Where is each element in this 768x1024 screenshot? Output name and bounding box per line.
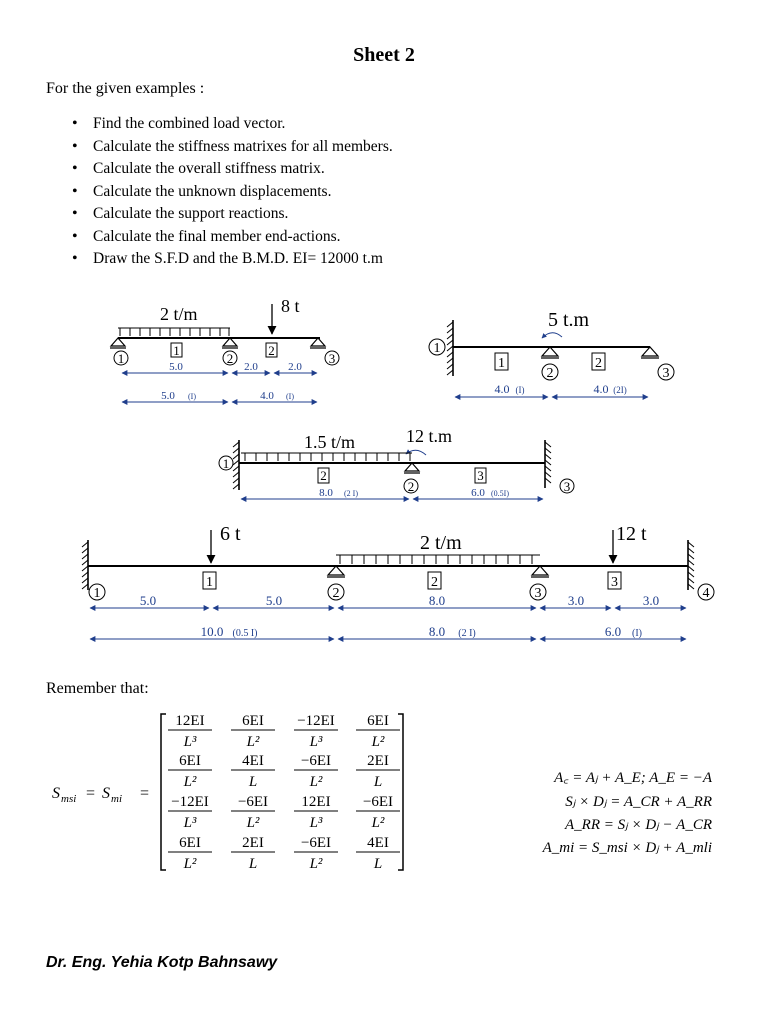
matrix-numerator: 12EI (301, 794, 331, 810)
dimension: 8.0 (428, 593, 446, 608)
equals-sign: = (140, 785, 150, 802)
stiffness-label: (I) (632, 628, 642, 639)
matrix-denominator: L (373, 856, 383, 872)
member-label: 1 (498, 356, 505, 371)
joint-label: 3 (534, 586, 542, 601)
udl-label: 2 t/m (420, 532, 462, 554)
matrix-cells (168, 713, 400, 872)
matrix-denominator: L² (246, 734, 260, 750)
dimension: 8.0 (319, 487, 333, 499)
task-item: • Calculate the overall stiffness matrix. (72, 158, 393, 181)
left-bracket (161, 714, 166, 870)
fixed-support-1 (447, 320, 453, 376)
member-label: 1 (173, 343, 180, 358)
stiffness-label: (I) (286, 392, 294, 401)
fixed-support-4 (688, 540, 694, 590)
fixed-support-1 (82, 540, 88, 590)
formula: A_mi = S_msi × Dⱼ + A_mli (542, 840, 712, 856)
matrix-symbol: S (102, 785, 110, 802)
joint-label: 2 (332, 586, 340, 601)
matrix-denominator: L³ (309, 734, 323, 750)
dimension: 8.0 (428, 624, 446, 639)
beam-4 (82, 523, 714, 639)
matrix-denominator: L² (246, 815, 260, 831)
beam-diagrams (0, 290, 768, 660)
point-load-label: 8 t (281, 296, 300, 316)
right-bracket (398, 714, 403, 870)
member-label: 2 (431, 575, 438, 590)
matrix-denominator: L³ (183, 815, 197, 831)
udl-arrows (245, 453, 410, 461)
fixed-support-3 (545, 440, 551, 488)
matrix-numerator: 6EI (242, 713, 264, 729)
matrix-denominator: L³ (183, 734, 197, 750)
stiffness-label: (I) (188, 392, 196, 401)
dimension: 4.0 (260, 390, 274, 402)
joint-label: 2 (407, 479, 415, 494)
author-name: Dr. Eng. Yehia Kotp Bahnsawy (46, 954, 278, 971)
task-item: • Find the combined load vector. (72, 113, 393, 136)
support-2 (327, 566, 345, 577)
dimension: 3.0 (567, 593, 585, 608)
dimension: 5.0 (169, 361, 183, 373)
udl-arrows (120, 328, 229, 336)
dimension: 4.0 (494, 382, 510, 396)
joint-label: 2 (546, 366, 554, 381)
dimension: 2.0 (288, 361, 302, 373)
sheet-title: Sheet 2 (353, 44, 415, 66)
member-label: 1 (206, 575, 213, 590)
formula: A꜀ = Aⱼ + A_E; A_E = −A (554, 770, 712, 786)
support-1 (110, 338, 126, 348)
stiffness-matrix-equation (0, 700, 768, 880)
matrix-symbol: S (52, 785, 60, 802)
support-3 (531, 566, 549, 577)
matrix-denominator: L³ (309, 815, 323, 831)
matrix-denominator: L (248, 856, 258, 872)
matrix-numerator: 4EI (242, 753, 264, 769)
matrix-denominator: L (373, 774, 383, 790)
matrix-denominator: L² (309, 856, 323, 872)
beam-1 (110, 296, 339, 402)
dimension: 6.0 (471, 487, 485, 499)
support-3 (310, 338, 326, 348)
support-2 (541, 347, 559, 358)
beam-3 (219, 426, 574, 499)
matrix-denominator: L² (183, 856, 197, 872)
matrix-denominator: L (248, 774, 258, 790)
moment-label: 12 t.m (406, 426, 453, 446)
dimension: 3.0 (642, 593, 660, 608)
member-label: 3 (611, 575, 618, 590)
support-2 (222, 338, 238, 348)
joint-label: 1 (433, 341, 441, 356)
member-label: 2 (268, 343, 275, 358)
task-list (72, 113, 393, 271)
matrix-numerator: 2EI (242, 835, 264, 851)
stiffness-label: (0.5I) (491, 489, 509, 498)
matrix-numerator: 12EI (175, 713, 205, 729)
stiffness-label: (I) (515, 385, 525, 395)
matrix-numerator: 6EI (367, 713, 389, 729)
joint-label: 3 (563, 479, 571, 494)
dimension: 4.0 (593, 382, 609, 396)
matrix-numerator: −6EI (300, 753, 332, 769)
matrix-numerator: 6EI (179, 753, 201, 769)
udl-label: 1.5 t/m (304, 432, 356, 452)
udl-arrows (340, 555, 532, 564)
support-3 (641, 347, 659, 358)
task-item: • Calculate the support reactions. (72, 203, 393, 226)
point-load-label: 6 t (220, 523, 241, 545)
matrix-numerator: −6EI (300, 835, 332, 851)
dimension: 6.0 (604, 624, 622, 639)
dimension: 2.0 (244, 361, 258, 373)
support-2 (404, 463, 420, 473)
task-item: • Calculate the unknown displacements. (72, 181, 393, 204)
moment-label: 5 t.m (548, 309, 590, 331)
joint-label: 1 (117, 351, 125, 366)
matrix-denominator: L² (183, 774, 197, 790)
member-label: 2 (320, 468, 327, 483)
matrix-numerator: −12EI (171, 794, 209, 810)
intro-text: For the given examples : (46, 80, 205, 97)
equals-sign: = (86, 785, 96, 802)
joint-label: 2 (226, 351, 234, 366)
matrix-numerator: −12EI (297, 713, 335, 729)
joint-label: 3 (662, 366, 670, 381)
matrix-denominator: L² (371, 815, 385, 831)
joint-label: 3 (328, 351, 336, 366)
joint-label: 1 (222, 456, 230, 471)
member-label: 3 (477, 468, 484, 483)
stiffness-label: (2 I) (344, 489, 358, 498)
dimension: 5.0 (161, 390, 175, 402)
matrix-numerator: −6EI (237, 794, 269, 810)
beam-2 (429, 309, 674, 397)
formula: Sⱼ × Dⱼ = A_CR + A_RR (565, 794, 712, 810)
dimension: 5.0 (265, 593, 283, 608)
point-load-label: 12 t (616, 523, 647, 545)
remember-heading: Remember that: (46, 680, 149, 697)
task-item: • Draw the S.F.D and the B.M.D. EI= 12000 t.m (72, 248, 393, 271)
matrix-denominator: L² (371, 734, 385, 750)
task-item: • Calculate the stiffness matrixes for all members. (72, 136, 393, 159)
dimension: 5.0 (139, 593, 157, 608)
stiffness-label: (0.5 I) (232, 628, 258, 639)
udl-label: 2 t/m (160, 304, 198, 324)
matrix-subscript: mi (111, 793, 122, 805)
stiffness-label: (2 I) (458, 628, 476, 639)
joint-label: 4 (702, 586, 710, 601)
matrix-subscript: msi (61, 793, 77, 805)
matrix-numerator: 6EI (179, 835, 201, 851)
member-label: 2 (595, 356, 602, 371)
matrix-numerator: 4EI (367, 835, 389, 851)
matrix-denominator: L² (309, 774, 323, 790)
moment-arrow-icon (542, 333, 562, 338)
dimension: 10.0 (200, 624, 224, 639)
fixed-support-1 (233, 440, 239, 490)
task-item: • Calculate the final member end-actions. (72, 226, 393, 249)
matrix-numerator: −6EI (362, 794, 394, 810)
stiffness-label: (2I) (613, 385, 627, 395)
formula: A_RR = Sⱼ × Dⱼ − A_CR (565, 817, 712, 833)
matrix-numerator: 2EI (367, 753, 389, 769)
joint-label: 1 (93, 586, 101, 601)
